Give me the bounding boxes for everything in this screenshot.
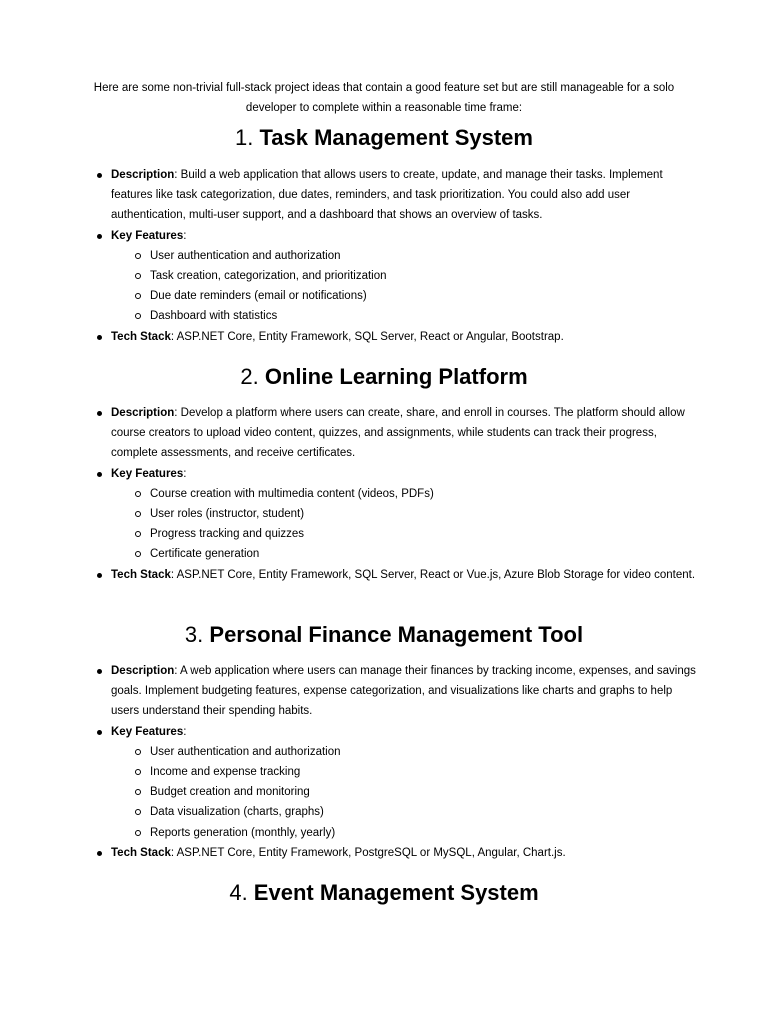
project-2-list — [0, 403, 768, 585]
project-2-key-features: Key Features: — [0, 464, 768, 484]
bullet-icon — [97, 234, 102, 239]
circle-bullet-icon — [135, 253, 141, 259]
project-1-key-features: Key Features: — [0, 226, 768, 246]
circle-bullet-icon — [135, 531, 141, 537]
project-3-heading — [0, 621, 768, 649]
circle-bullet-icon — [135, 491, 141, 497]
feature-item: Income and expense tracking — [0, 762, 768, 782]
feature-item: Reports generation (monthly, yearly) — [0, 823, 768, 843]
bullet-icon — [97, 573, 102, 578]
feature-item: Progress tracking and quizzes — [0, 524, 768, 544]
project-3-key-features: Key Features: — [0, 722, 768, 742]
project-1-heading — [0, 124, 768, 152]
feature-item: User roles (instructor, student) — [0, 504, 768, 524]
bullet-icon — [97, 851, 102, 856]
feature-item: Task creation, categorization, and prioritization — [0, 266, 768, 286]
project-1-tech-stack: Tech Stack: ASP.NET Core, Entity Framework, SQL Server, React or Angular, Bootstrap. — [0, 327, 768, 347]
project-3-tech-stack: Tech Stack: ASP.NET Core, Entity Framework, PostgreSQL or MySQL, Angular, Chart.js. — [0, 843, 768, 863]
project-3-list — [0, 661, 768, 863]
circle-bullet-icon — [135, 769, 141, 775]
feature-item: User authentication and authorization — [0, 742, 768, 762]
circle-bullet-icon — [135, 809, 141, 815]
circle-bullet-icon — [135, 511, 141, 517]
project-2-description: Description: Develop a platform where users can create, share, and enroll in courses. The platform should allow course creators to upload video content, quizzes, and assignments, while students can track their progress, complete assessments, and receive certificates. — [0, 403, 768, 464]
bullet-icon — [97, 730, 102, 735]
project-2-number: 2. — [240, 364, 265, 389]
intro-paragraph: Here are some non-trivial full-stack project ideas that contain a good feature set but are still manageable for a solo developer to complete within a reasonable time frame: — [93, 81, 675, 114]
feature-item: Data visualization (charts, graphs) — [0, 802, 768, 822]
project-2-heading — [0, 363, 768, 391]
project-1-title: Task Management System — [259, 125, 533, 150]
bullet-icon — [97, 669, 102, 674]
project-2-title: Online Learning Platform — [264, 364, 528, 389]
circle-bullet-icon — [135, 313, 141, 319]
project-1-number: 1. — [235, 125, 260, 150]
feature-item: User authentication and authorization — [0, 246, 768, 266]
project-2-tech-stack: Tech Stack: ASP.NET Core, Entity Framework, SQL Server, React or Vue.js, Azure Blob Storage for video content. — [0, 565, 768, 585]
feature-item: Budget creation and monitoring — [0, 782, 768, 802]
project-4-title: Event Management System — [253, 880, 539, 905]
circle-bullet-icon — [135, 830, 141, 836]
feature-item: Dashboard with statistics — [0, 306, 768, 326]
circle-bullet-icon — [135, 273, 141, 279]
project-4-number: 4. — [229, 880, 254, 905]
bullet-icon — [97, 335, 102, 340]
circle-bullet-icon — [135, 749, 141, 755]
bullet-icon — [97, 173, 102, 178]
bullet-icon — [97, 472, 102, 477]
circle-bullet-icon — [135, 551, 141, 557]
circle-bullet-icon — [135, 293, 141, 299]
feature-item: Due date reminders (email or notifications) — [0, 286, 768, 306]
feature-item: Certificate generation — [0, 544, 768, 564]
project-3-title: Personal Finance Management Tool — [209, 622, 584, 647]
project-3-description: Description: A web application where users can manage their finances by tracking income, expenses, and savings goals. Implement budgeting features, expense categorization, and visualizations like charts and graphs to help users understand their spending habits. — [0, 661, 768, 722]
feature-item: Course creation with multimedia content (videos, PDFs) — [0, 484, 768, 504]
project-1-description: Description: Build a web application that allows users to create, update, and manage their tasks. Implement features like task categorization, due dates, reminders, and task prioritization. You could also add user authentication, multi-user support, and a dashboard that shows an overview of tasks. — [0, 165, 768, 226]
project-4-heading — [0, 879, 768, 907]
bullet-icon — [97, 411, 102, 416]
project-1-list — [0, 165, 768, 347]
circle-bullet-icon — [135, 789, 141, 795]
project-3-number: 3. — [184, 622, 210, 647]
